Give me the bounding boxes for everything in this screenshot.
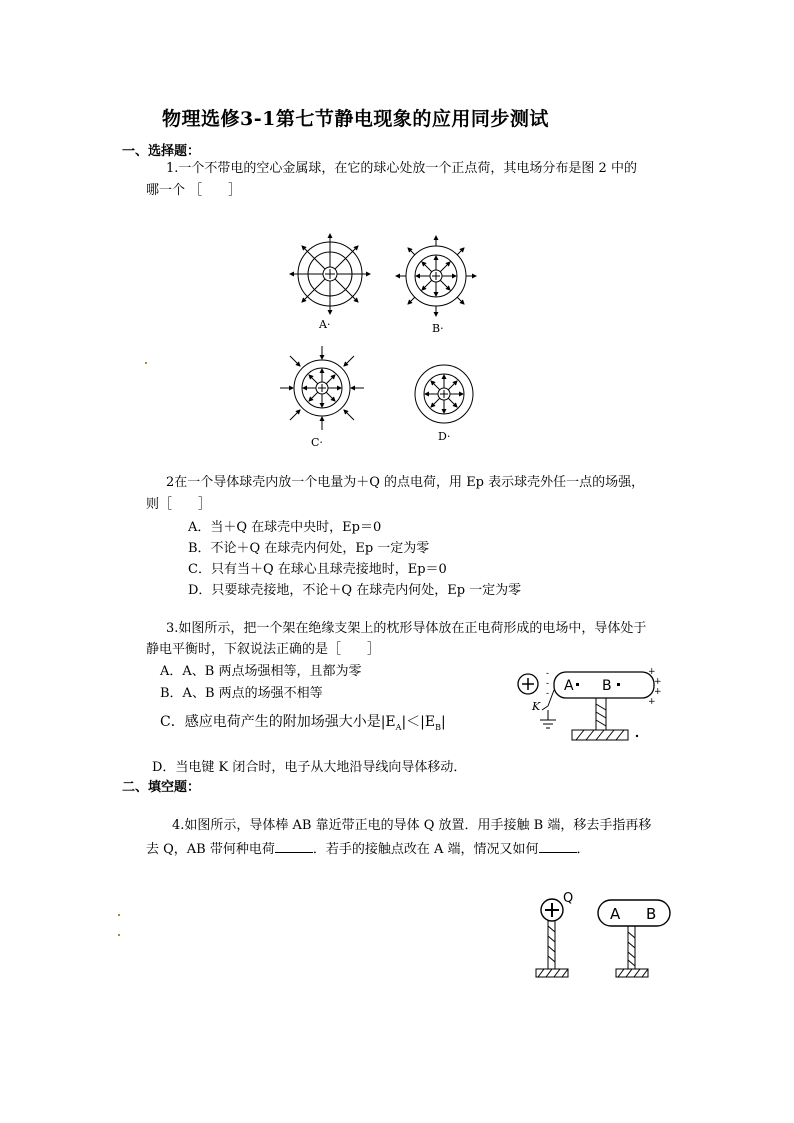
svg-text:+: + (648, 667, 656, 677)
answer-blank-1[interactable] (275, 840, 313, 853)
figure-4-label-q: Q (563, 891, 574, 906)
figure-1d-label: D· (438, 430, 451, 443)
ea-open: |E (380, 714, 396, 730)
figure-4-label-a: A (610, 905, 621, 923)
question-2-option-d: D．只要球壳接地，不论＋Q 在球壳内何处，Ep 一定为零 (188, 583, 522, 598)
ea-subscript: A (395, 722, 402, 732)
question-1-line-1: 1.一个不带电的空心金属球，在它的球心处放一个正点荷，其电场分布是图 2 中的 (166, 161, 637, 176)
figure-4-label-b: B (646, 905, 657, 923)
question-2-option-c: C．只有当＋Q 在球心且球壳接地时，Ep＝0 (188, 562, 447, 577)
figure-1a-field-diagram (288, 232, 372, 316)
question-4-text-c: ． (576, 842, 590, 857)
stray-dot (118, 934, 120, 936)
figure-1c-label: C· (311, 436, 323, 449)
figure-3-conductor-diagram (510, 660, 660, 744)
question-3-line-1: 3.如图所示，把一个架在绝缘支架上的枕形导体放在正电荷形成的电场中，导体处于 (166, 621, 647, 636)
eb-subscript: B (435, 722, 441, 732)
svg-text:-: - (546, 689, 550, 699)
question-2-line-2: 则［ ］ (146, 497, 212, 512)
question-3-option-d: D．当电键 K 闭合时，电子从大地沿导线向导体移动． (152, 760, 467, 775)
page-title: 物理选修3-1第七节静电现象的应用同步测试 (162, 108, 549, 130)
figure-1a-label: A· (319, 318, 331, 331)
svg-text:-: - (546, 669, 550, 679)
figure-1b-label: B· (432, 322, 444, 335)
question-3-option-b: B．A、B 两点的场强不相等 (160, 686, 323, 701)
question-3-option-c-text: C．感应电荷产生的附加场强大小是 (160, 714, 381, 730)
stray-dot (118, 914, 120, 916)
figure-4-conductor-diagram (530, 888, 680, 980)
question-2-line-1: 2在一个导体球壳内放一个电量为＋Q 的点电荷，用 Ep 表示球壳外任一点的场强， (166, 475, 645, 490)
section-heading-fill: 二、填空题： (122, 780, 201, 795)
eb-close: | (440, 714, 446, 730)
ea-eb-mid: |＜|E (401, 714, 436, 730)
section-heading-choice: 一、选择题： (122, 144, 201, 159)
figure-1d-field-diagram (412, 362, 476, 426)
stray-dot (145, 362, 147, 364)
question-3-option-a: A．A、B 两点场强相等，且都为零 (160, 664, 362, 679)
figure-1b-field-diagram (398, 238, 474, 314)
question-1-line-2: 哪一个 ［ ］ (146, 183, 242, 198)
question-3-line-2: 静电平衡时，下叙说法正确的是［ ］ (146, 642, 381, 657)
answer-blank-2[interactable] (539, 840, 577, 853)
question-4-text-b: ．若手的接触点改在 A 端，情况又如何 (312, 842, 539, 857)
question-4-line-2 (146, 840, 590, 859)
svg-text:-: - (546, 679, 550, 689)
figure-1c-field-diagram (282, 348, 362, 428)
svg-text:+: + (654, 677, 662, 687)
question-4-line-1: 4.如图所示，导体棒 AB 靠近带正电的导体 Q 放置．用手接触 B 端，移去手指再移 (172, 818, 652, 833)
question-2-option-b: B．不论＋Q 在球壳内何处，Ep 一定为零 (188, 541, 430, 556)
svg-text:+: + (654, 687, 662, 697)
figure-3-label-b: B (602, 678, 612, 694)
figure-3-label-a: A (564, 678, 574, 694)
question-4-text-a: 去 Q，AB 带何种电荷 (146, 842, 275, 857)
svg-text:+: + (648, 697, 656, 707)
question-2-option-a: A．当＋Q 在球壳中央时，Ep＝0 (188, 520, 382, 535)
question-3-option-c (160, 711, 446, 732)
figure-3-label-k: K (532, 700, 541, 713)
